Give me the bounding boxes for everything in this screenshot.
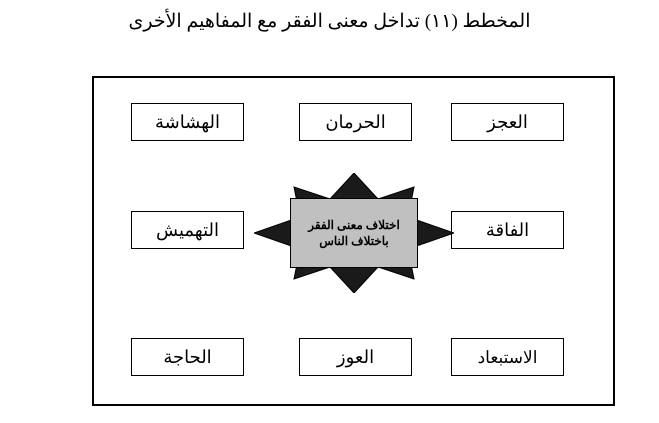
- concept-box-label: الاستبعاد: [477, 347, 538, 367]
- concept-box-ajz: [451, 103, 564, 141]
- concept-box-haja: [131, 338, 244, 376]
- center-label-line-1: اختلاف معنى الفقر: [308, 217, 400, 232]
- center-concept-label: [290, 198, 418, 268]
- concept-box-hashasha: [131, 103, 244, 141]
- concept-box-label: الهشاشة: [154, 112, 221, 132]
- concept-box-label: العوز: [336, 347, 375, 367]
- center-concept-group: [254, 173, 454, 293]
- center-label-line-2: باختلاف الناس: [319, 234, 389, 248]
- concept-box-label: الحاجة: [163, 347, 212, 367]
- concept-box-label: العجز: [487, 112, 528, 132]
- concept-box-awz: [299, 338, 412, 376]
- concept-box-istibaad: [451, 338, 564, 376]
- concept-box-label: الفاقة: [485, 220, 530, 240]
- concept-box-hirman: [299, 103, 412, 141]
- figure-caption: المخطط (١١) تداخل معنى الفقر مع المفاهيم الأخرى: [128, 11, 531, 32]
- concept-box-label: الحرمان: [325, 112, 386, 132]
- concept-box-tahmish: [131, 211, 244, 249]
- concept-box-faqa: [451, 211, 564, 249]
- diagram-frame: [92, 76, 615, 406]
- concept-box-label: التهميش: [156, 220, 219, 240]
